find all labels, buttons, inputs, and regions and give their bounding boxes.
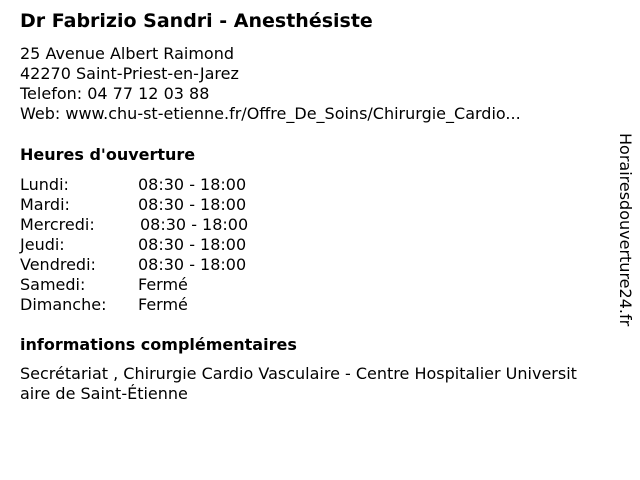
address-street: 25 Avenue Albert Raimond — [20, 44, 234, 63]
additional-info-heading: informations complémentaires — [20, 335, 297, 354]
hours-row-monday — [20, 175, 248, 195]
hours-day: Mardi: — [20, 195, 70, 214]
hours-day: Dimanche: — [20, 295, 107, 314]
hours-time: Fermé — [138, 295, 188, 314]
page-title: Dr Fabrizio Sandri - Anesthésiste — [20, 10, 373, 32]
hours-row-saturday — [20, 275, 248, 295]
hours-row-wednesday — [20, 215, 248, 235]
website-link[interactable]: Web: www.chu-st-etienne.fr/Offre_De_Soins/Chirurgie_Cardio... — [20, 104, 521, 123]
hours-time: 08:30 - 18:00 — [138, 175, 247, 194]
additional-info-text: Secrétariat , Chirurgie Cardio Vasculaire - Centre Hospitalier Universitaire de Saint-Étienne — [20, 364, 577, 403]
opening-hours-heading: Heures d'ouverture — [20, 145, 196, 164]
opening-hours-table — [20, 175, 248, 315]
hours-time: 08:30 - 18:00 — [140, 215, 249, 234]
phone-number: Telefon: 04 77 12 03 88 — [20, 84, 210, 103]
address-city: 42270 Saint-Priest-en-Jarez — [20, 64, 239, 83]
hours-row-sunday — [20, 295, 248, 315]
hours-time: 08:30 - 18:00 — [138, 235, 247, 254]
hours-time: Fermé — [138, 275, 188, 294]
site-watermark-text: Horairesdouverture24.fr — [616, 133, 635, 327]
site-watermark — [614, 133, 636, 343]
hours-row-tuesday — [20, 195, 248, 215]
hours-row-friday — [20, 255, 248, 275]
hours-day: Jeudi: — [20, 235, 65, 254]
hours-day: Samedi: — [20, 275, 86, 294]
hours-row-thursday — [20, 235, 248, 255]
hours-time: 08:30 - 18:00 — [138, 195, 247, 214]
address-block — [20, 44, 521, 124]
hours-day: Vendredi: — [20, 255, 96, 274]
hours-day: Mercredi: — [20, 215, 95, 234]
hours-day: Lundi: — [20, 175, 69, 194]
hours-time: 08:30 - 18:00 — [138, 255, 247, 274]
